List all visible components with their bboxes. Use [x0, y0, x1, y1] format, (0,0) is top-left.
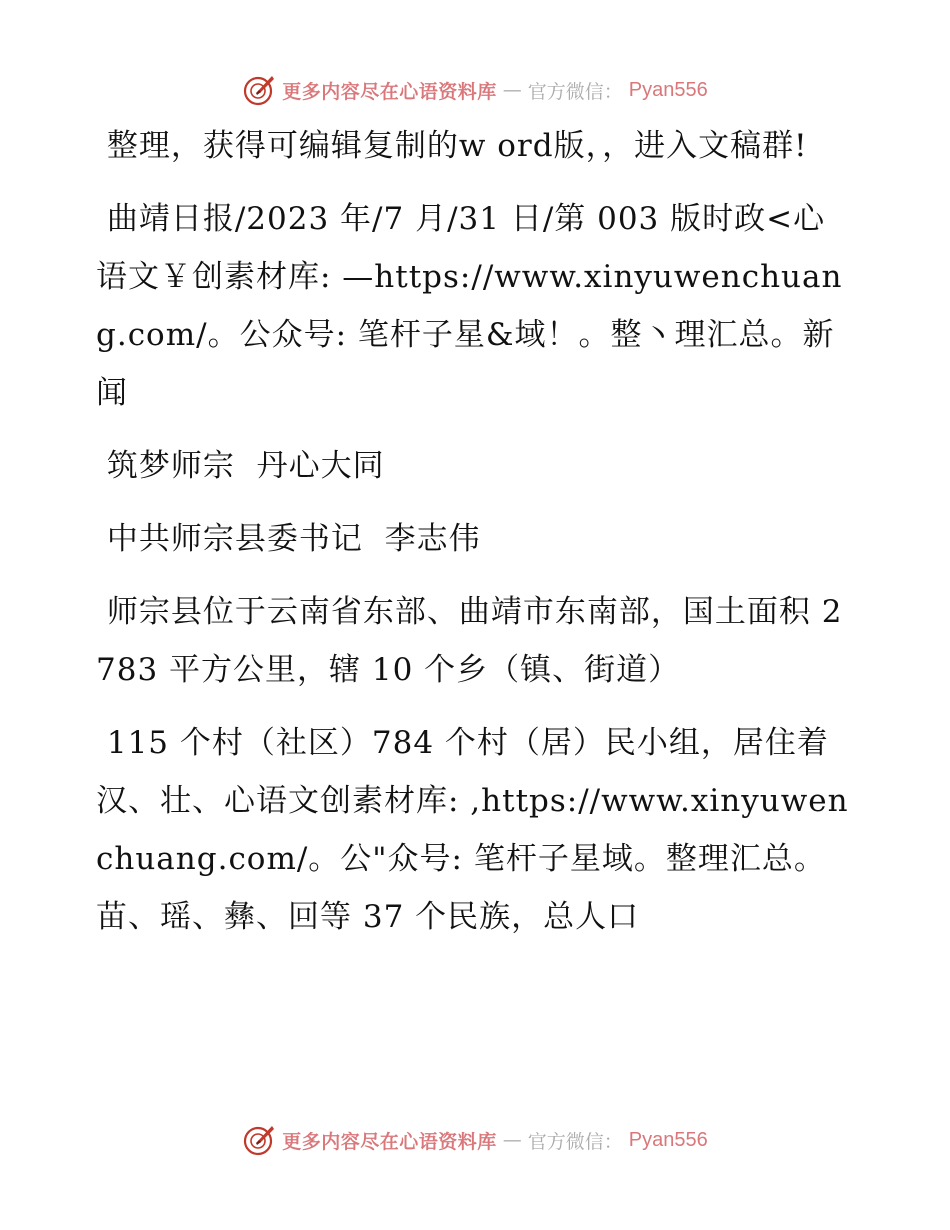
banner-official-label: 官方微信：: [527, 1130, 623, 1153]
banner-wechat-id: Pyan556: [628, 78, 708, 101]
pen-logo-icon: [242, 1123, 276, 1157]
pen-logo-icon: [242, 73, 276, 107]
banner-dash: —: [502, 79, 522, 101]
paragraph-body-1: 师宗县位于云南省东部、曲靖市东南部，国土面积 2783 平方公里，辖 10 个乡（镇、街道）: [96, 594, 843, 688]
article-author: 中共师宗县委书记 李志伟: [96, 521, 481, 557]
document-body: [96, 117, 856, 961]
paragraph-body-2: 115 个村（社区）784 个村（居）民小组，居住着汉、壮、心语文创素材库: ,https://www.xinyuwenchuang.com/。公"众号: 笔杆子星域。整理汇总。苗、瑶、彝、回等 37 个民族，总人口: [96, 725, 849, 935]
banner-title: 更多内容尽在心语资料库: [282, 1130, 497, 1153]
article-title: 筑梦师宗 丹心大同: [96, 448, 385, 484]
header-banner-inner: [242, 73, 708, 107]
paragraph-source: 曲靖日报/2023 年/7 月/31 日/第 003 版时政<心语文￥创素材库: —https://www.xinyuwenchuang.com/。公众号: 笔杆子星&域！。整丶理汇总。新闻: [96, 201, 843, 411]
banner-title: 更多内容尽在心语资料库: [282, 80, 497, 103]
banner-dash: —: [502, 1129, 522, 1151]
paragraph-intro: 整理，获得可编辑复制的w ord版，，进入文稿群!: [96, 128, 808, 164]
banner-wechat-id: Pyan556: [628, 1128, 708, 1151]
header-banner: [0, 70, 950, 110]
footer-banner-inner: [242, 1123, 708, 1157]
banner-official-label: 官方微信：: [527, 80, 623, 103]
footer-banner: [0, 1120, 950, 1160]
